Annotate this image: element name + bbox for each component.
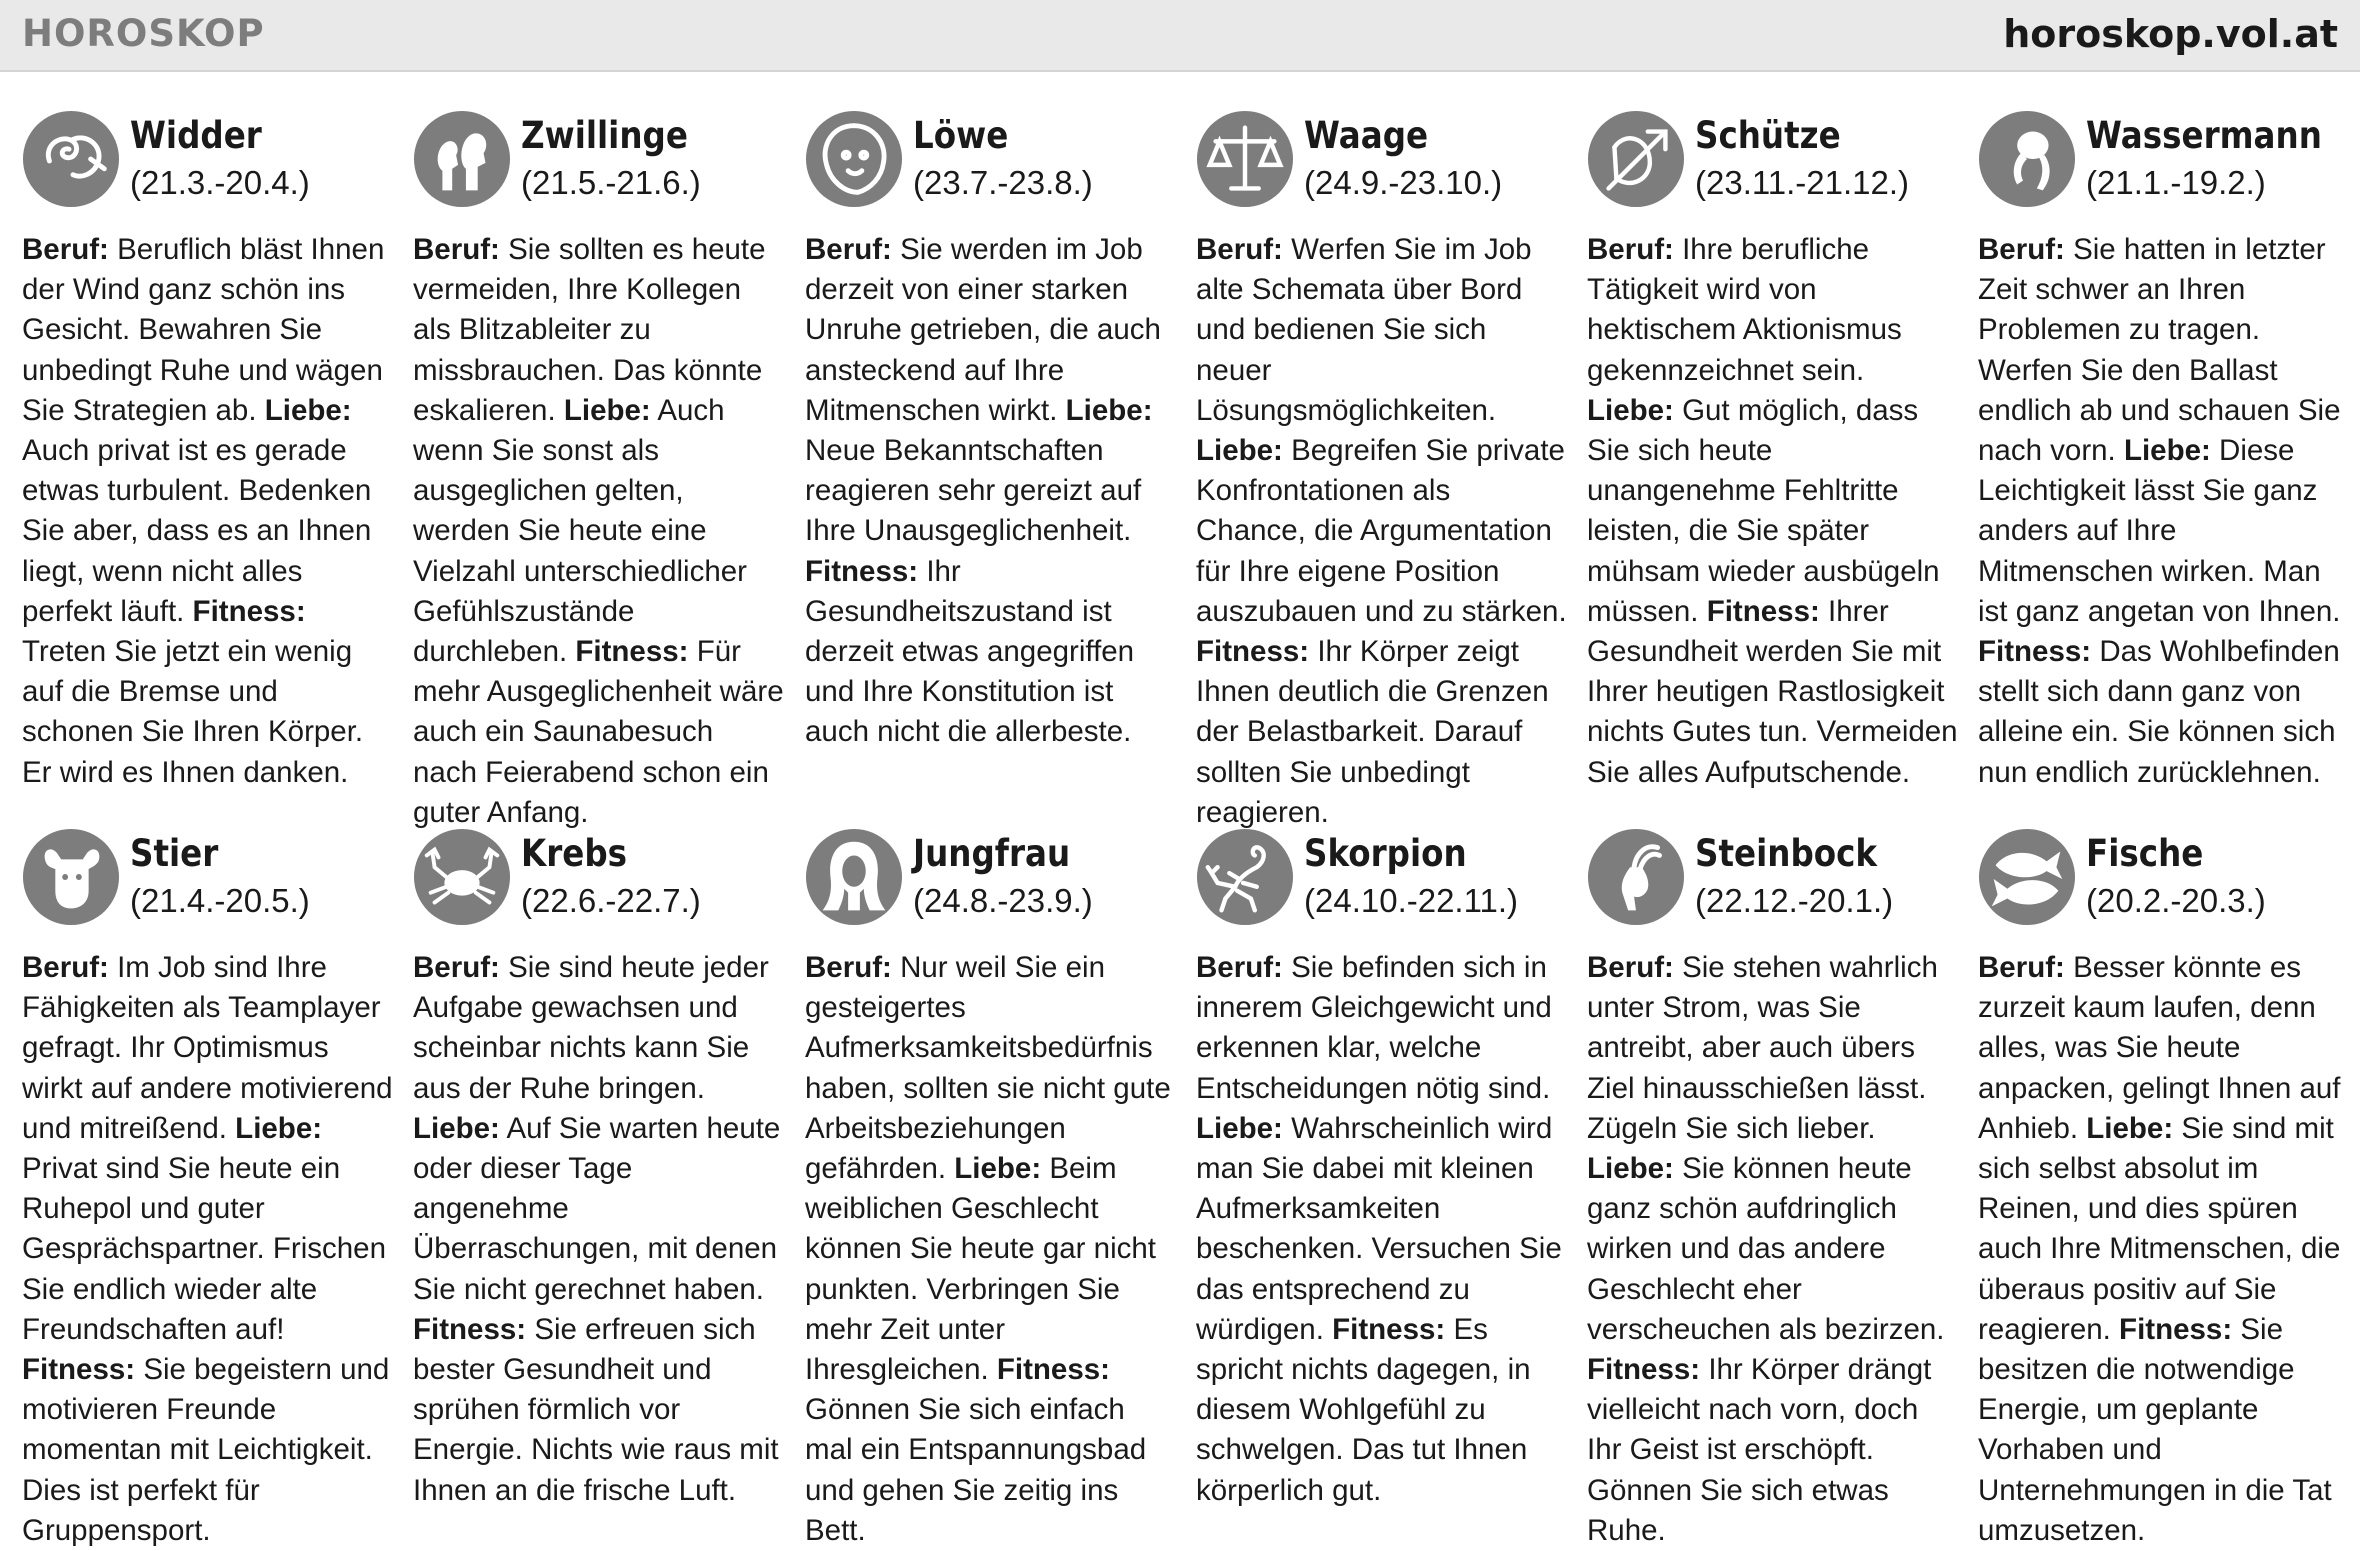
sign-dates: (20.2.-20.3.) <box>2086 882 2266 919</box>
beruf-text: Im Job sind Ihre Fähigkeiten als Teamplayer gefragt. Ihr Optimismus wirkt auf andere motivierend und mitreißend. <box>22 951 393 1145</box>
sign-name: Steinbock <box>1695 832 1878 875</box>
fitness-text: Ihr Körper drängt vielleicht nach vorn, doch Ihr Geist ist erschöpft. Gönnen Sie sich etwas Ruhe. <box>1587 1353 1932 1547</box>
horoscope-text <box>1196 230 1568 833</box>
beruf-label: Beruf: <box>1587 233 1674 266</box>
fitness-text: Ihrer Gesundheit werden Sie mit Ihrer heutigen Rastlosigkeit nichts Gutes tun. Vermeiden Sie alles Aufputschende. <box>1587 594 1958 789</box>
sign-name: Fische <box>2086 832 2204 875</box>
liebe-text: Auf Sie warten heute oder dieser Tage angenehme Überraschungen, mit denen Sie nicht gerechnet haben. <box>413 1111 781 1306</box>
liebe-label: Liebe: <box>1587 393 1674 427</box>
liebe-text: Beim weiblichen Geschlecht können Sie heute gar nicht punkten. Verbringen Sie mehr Zeit unter Ihresgleichen. <box>805 1152 1156 1387</box>
sign-dates: (24.9.-23.10.) <box>1304 164 1503 201</box>
sign-dates: (23.7.-23.8.) <box>913 164 1093 201</box>
header-bar <box>0 0 2360 72</box>
beruf-text: Beruflich bläst Ihnen der Wind ganz schön ins Gesicht. Bewahren Sie unbedingt Ruhe und wägen Sie Strategien ab. <box>22 233 385 427</box>
horoscope-text <box>1978 948 2350 1551</box>
horoscope-text <box>413 948 785 1511</box>
horoscope-text <box>413 230 785 833</box>
taurus-bull-icon <box>22 828 120 926</box>
liebe-label: Liebe: <box>1587 1152 1674 1186</box>
horoscope-text <box>22 230 394 793</box>
beruf-label: Beruf: <box>22 233 109 266</box>
sign-name: Zwillinge <box>521 114 688 157</box>
horoscope-text <box>805 230 1177 753</box>
beruf-label: Beruf: <box>805 233 892 266</box>
gemini-twins-icon <box>413 110 511 208</box>
beruf-label: Beruf: <box>413 951 500 984</box>
fitness-text: Es spricht nichts dagegen, in diesem Wohlgefühl zu schwelgen. Das tut Ihnen körperlich gut. <box>1196 1312 1531 1507</box>
fitness-label: Fitness: <box>1706 594 1820 628</box>
sign-name: Jungfrau <box>913 832 1071 875</box>
site-url: horoskop.vol.at <box>2003 12 2338 56</box>
sign-dates: (23.11.-21.12.) <box>1695 164 1910 201</box>
leo-lion-icon <box>805 110 903 208</box>
fitness-text: Sie erfreuen sich bester Gesundheit und sprühen förmlich vor Energie. Nichts wie raus mit Ihnen an die frische Luft. <box>413 1312 779 1507</box>
sign-stier <box>22 828 394 1551</box>
liebe-label: Liebe: <box>235 1111 323 1145</box>
fitness-label: Fitness: <box>413 1312 527 1346</box>
beruf-label: Beruf: <box>1196 951 1283 984</box>
beruf-text: Ihre berufliche Tätigkeit wird von hektischem Aktionismus gekennzeichnet sein. <box>1587 233 1902 387</box>
fitness-text: Treten Sie jetzt ein wenig auf die Bremse und schonen Sie Ihren Körper. Er wird es Ihnen danken. <box>22 635 364 789</box>
horoscope-text <box>1587 230 1959 793</box>
horoscope-text <box>1587 948 1959 1551</box>
sign-name: Wassermann <box>2086 114 2322 157</box>
fitness-text: Sie begeistern und motivieren Freunde momentan mit Leichtigkeit. Dies ist perfekt für Gruppensport. <box>22 1353 390 1547</box>
liebe-text: Sie können heute ganz schön aufdringlich wirken und das andere Geschlecht eher verscheuchen als bezirzen. <box>1587 1152 1945 1346</box>
horoscope-text <box>1978 230 2350 793</box>
beruf-text: Sie werden im Job derzeit von einer starken Unruhe getrieben, die auch ansteckend auf Ihre Mitmenschen wirkt. <box>805 233 1161 427</box>
fitness-label: Fitness: <box>192 594 306 628</box>
sign-name: Waage <box>1304 114 1429 157</box>
sign-wassermann <box>1978 110 2350 793</box>
liebe-label: Liebe: <box>413 1111 500 1145</box>
fitness-label: Fitness: <box>1196 635 1310 669</box>
sign-name: Stier <box>130 832 219 875</box>
sign-fische <box>1978 828 2350 1551</box>
fitness-label: Fitness: <box>22 1353 136 1387</box>
beruf-text: Sie befinden sich in innerem Gleichgewicht und erkennen klar, welche Entscheidungen nötig sind. <box>1196 951 1552 1105</box>
sign-name: Krebs <box>521 832 628 875</box>
beruf-label: Beruf: <box>22 951 109 984</box>
liebe-text: Neue Bekanntschaften reagieren sehr gereizt auf Ihre Unausgeglichenheit. <box>805 434 1142 548</box>
sign-schuetze <box>1587 110 1959 793</box>
horoscope-text <box>805 948 1177 1551</box>
beruf-label: Beruf: <box>413 233 500 266</box>
liebe-label: Liebe: <box>264 393 352 427</box>
fitness-text: Ihr Gesundheitszustand ist derzeit etwas angegriffen und Ihre Konstitution ist auch nicht die allerbeste. <box>805 554 1135 749</box>
liebe-label: Liebe: <box>2086 1111 2174 1145</box>
fitness-text: Sie besitzen die notwendige Energie, um geplante Vorhaben und Unternehmungen in die Tat umzusetzen. <box>1978 1312 2332 1547</box>
beruf-text: Nur weil Sie ein gesteigertes Aufmerksamkeitsbedürfnis haben, sollten sie nicht gute Arbeitsbeziehungen gefährden. <box>805 951 1171 1186</box>
fitness-text: Ihr Körper zeigt Ihnen deutlich die Grenzen der Belastbarkeit. Darauf sollten Sie unbedingt reagieren. <box>1196 635 1549 829</box>
horoscope-text <box>22 948 394 1551</box>
fitness-label: Fitness: <box>2119 1312 2233 1346</box>
libra-scales-icon <box>1196 110 1294 208</box>
sign-skorpion <box>1196 828 1568 1511</box>
sign-zwillinge <box>413 110 785 833</box>
sign-dates: (21.1.-19.2.) <box>2086 164 2266 201</box>
fitness-text: Gönnen Sie sich einfach mal ein Entspannungsbad und gehen Sie zeitig ins Bett. <box>805 1393 1147 1547</box>
beruf-text: Sie sind heute jeder Aufgabe gewachsen und scheinbar nichts kann Sie aus der Ruhe bringen. <box>413 951 769 1105</box>
virgo-maiden-icon <box>805 828 903 926</box>
beruf-label: Beruf: <box>805 951 892 984</box>
liebe-label: Liebe: <box>1196 1111 1283 1145</box>
sign-steinbock <box>1587 828 1959 1551</box>
sign-dates: (22.12.-20.1.) <box>1695 882 1894 919</box>
sign-dates: (21.5.-21.6.) <box>521 164 701 201</box>
sign-dates: (24.8.-23.9.) <box>913 882 1093 919</box>
liebe-text: Begreifen Sie private Konfrontationen als Chance, die Argumentation für Ihre eigene Position auszubauen und zu stärken. <box>1196 434 1567 628</box>
sign-name: Widder <box>130 114 262 157</box>
liebe-text: Gut möglich, dass Sie sich heute unangenehme Fehltritte leisten, die Sie später mühsam wieder ausbügeln müssen. <box>1587 393 1940 628</box>
sign-name: Löwe <box>913 114 1009 157</box>
beruf-text: Sie stehen wahrlich unter Strom, was Sie antreibt, aber auch übers Ziel hinausschießen lässt. Zügeln Sie sich lieber. <box>1587 951 1938 1145</box>
fitness-text: Das Wohlbefinden stellt sich dann ganz von alleine ein. Sie können sich nun endlich zurücklehnen. <box>1978 635 2340 789</box>
liebe-text: Auch privat ist es gerade etwas turbulent. Bedenken Sie aber, dass es an Ihnen liegt, wenn nicht alles perfekt läuft. <box>22 434 372 628</box>
sign-dates: (24.10.-22.11.) <box>1304 882 1519 919</box>
liebe-text: Diese Leichtigkeit lässt Sie ganz anders auf Ihre Mitmenschen wirken. Man ist ganz angetan von Ihnen. <box>1978 434 2341 628</box>
fitness-label: Fitness: <box>575 635 689 669</box>
section-title: HOROSKOP <box>22 12 265 55</box>
liebe-text: Sie sind mit sich selbst absolut im Reinen, und dies spüren auch Ihre Mitmenschen, die überaus positiv auf Sie reagieren. <box>1978 1111 2341 1346</box>
horoscope-text <box>1196 948 1568 1511</box>
fitness-label: Fitness: <box>1332 1312 1446 1346</box>
sign-jungfrau <box>805 828 1177 1551</box>
sign-name: Skorpion <box>1304 832 1467 875</box>
fitness-label: Fitness: <box>996 1353 1110 1387</box>
sign-widder <box>22 110 394 793</box>
pisces-fish-icon <box>1978 828 2076 926</box>
sign-dates: (21.4.-20.5.) <box>130 882 310 919</box>
fitness-label: Fitness: <box>805 554 919 588</box>
cancer-crab-icon <box>413 828 511 926</box>
sign-name: Schütze <box>1695 114 1841 157</box>
beruf-text: Sie hatten in letzter Zeit schwer an Ihren Problemen zu tragen. Werfen Sie den Ballast endlich ab und schauen Sie nach vorn. <box>1978 233 2341 468</box>
beruf-text: Sie sollten es heute vermeiden, Ihre Kollegen als Blitzableiter zu missbrauchen. Das könnte eskalieren. <box>413 233 766 427</box>
beruf-text: Besser könnte es zurzeit kaum laufen, denn alles, was Sie heute anpacken, gelingt Ihnen auf Anhieb. <box>1978 951 2341 1145</box>
liebe-text: Privat sind Sie heute ein Ruhepol und guter Gesprächspartner. Frischen Sie endlich wieder alte Freundschaften auf! <box>22 1152 386 1346</box>
sign-dates: (21.3.-20.4.) <box>130 164 310 201</box>
sign-waage <box>1196 110 1568 833</box>
sign-dates: (22.6.-22.7.) <box>521 882 701 919</box>
liebe-label: Liebe: <box>2123 434 2211 468</box>
liebe-label: Liebe: <box>954 1152 1042 1186</box>
beruf-label: Beruf: <box>1978 951 2065 984</box>
liebe-label: Liebe: <box>1065 393 1153 427</box>
beruf-label: Beruf: <box>1587 951 1674 984</box>
fitness-label: Fitness: <box>1587 1353 1701 1387</box>
fitness-text: Für mehr Ausgeglichenheit wäre auch ein Saunabesuch nach Feierabend schon ein guter Anfang. <box>413 635 784 829</box>
liebe-text: Wahrscheinlich wird man Sie dabei mit kleinen Aufmerksamkeiten beschenken. Versuchen Sie das entsprechend zu würdigen. <box>1196 1111 1562 1346</box>
beruf-text: Werfen Sie im Job alte Schemata über Bord und bedienen Sie sich neuer Lösungsmöglichkeiten. <box>1196 233 1532 427</box>
liebe-label: Liebe: <box>1196 434 1283 468</box>
fitness-label: Fitness: <box>1978 635 2092 669</box>
sagittarius-bow-icon <box>1587 110 1685 208</box>
liebe-label: Liebe: <box>563 393 651 427</box>
aquarius-water-bearer-icon <box>1978 110 2076 208</box>
sign-loewe <box>805 110 1177 753</box>
beruf-label: Beruf: <box>1196 233 1283 266</box>
scorpio-scorpion-icon <box>1196 828 1294 926</box>
beruf-label: Beruf: <box>1978 233 2065 266</box>
aries-ram-icon <box>22 110 120 208</box>
sign-krebs <box>413 828 785 1511</box>
liebe-text: Auch wenn Sie sonst als ausgeglichen gelten, werden Sie heute eine Vielzahl unterschiedlicher Gefühlszustände durchleben. <box>413 393 747 669</box>
capricorn-ibex-icon <box>1587 828 1685 926</box>
